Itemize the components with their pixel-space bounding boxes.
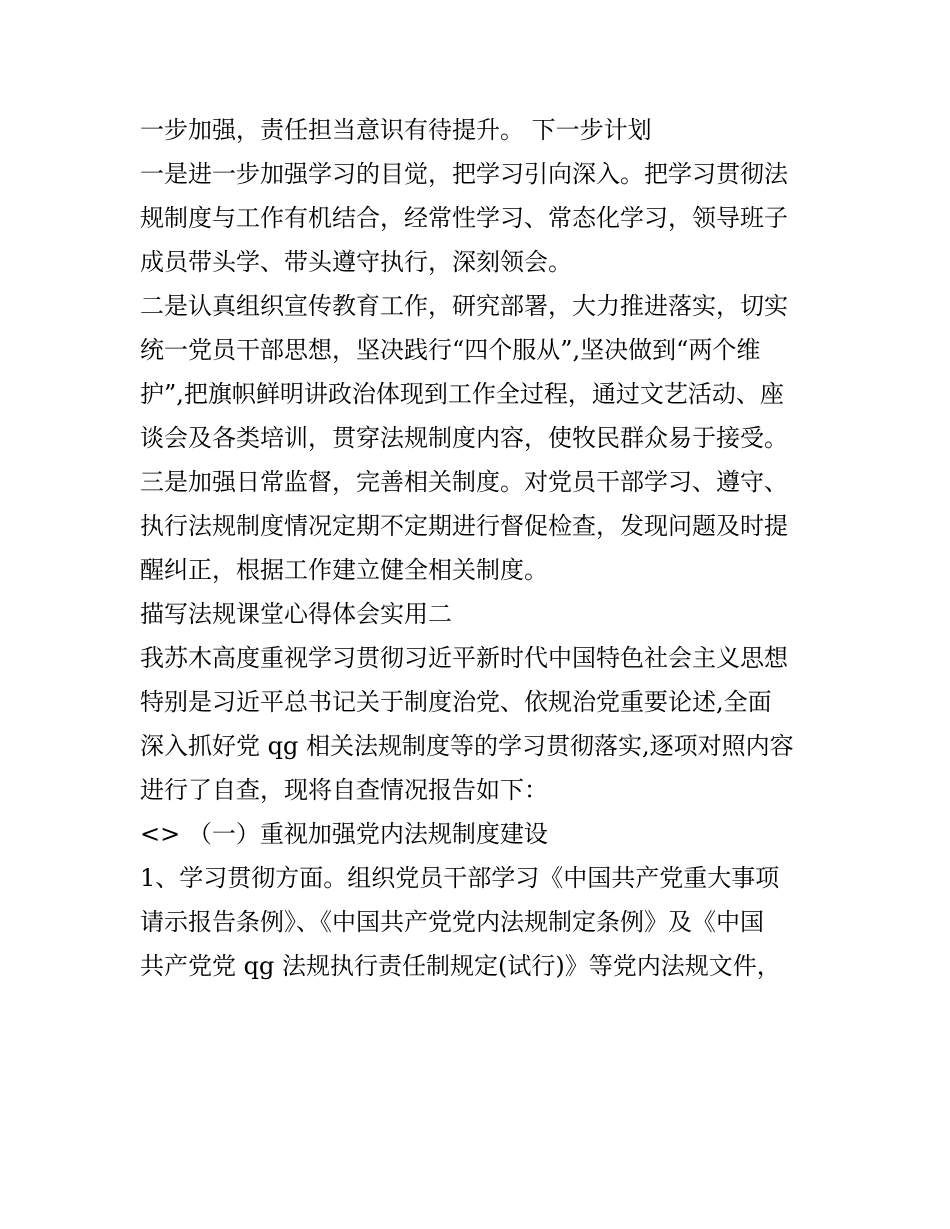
text-line: 进行了自查，现将自查情况报告如下：	[140, 776, 548, 804]
text-line: 统一党员干部思想，坚决践行“四个服从”,坚决做到“两个维	[140, 336, 761, 364]
text-line: 谈会及各类培训，贯穿法规制度内容，使牧民群众易于接受。	[140, 424, 788, 452]
document-body	[140, 108, 830, 988]
text-line: 1、学习贯彻方面。组织党员干部学习《中国共产党重大事项	[140, 864, 780, 892]
text-line: 护”,把旗帜鲜明讲政治体现到工作全过程，通过文艺活动、座	[140, 380, 784, 408]
text-line: 深入抓好党 qg 相关法规制度等的学习贯彻落实,逐项对照内容	[140, 732, 794, 760]
text-line: 请示报告条例》、《中国共产党党内法规制定条例》及《中国	[140, 908, 764, 936]
text-line: 成员带头学、带头遵守执行，深刻领会。	[140, 248, 572, 276]
subsection-heading: <> （一）重视加强党内法规制度建设	[140, 820, 548, 848]
text-line: 特别是习近平总书记关于制度治党、依规治党重要论述,全面	[140, 688, 772, 716]
text-line: 醒纠正，根据工作建立健全相关制度。	[140, 556, 548, 584]
text-line: 二是认真组织宣传教育工作，研究部署，大力推进落实，切实	[140, 292, 788, 320]
text-line: 我苏木高度重视学习贯彻习近平新时代中国特色社会主义思想	[140, 644, 788, 672]
text-line: 执行法规制度情况定期不定期进行督促检查，发现问题及时提	[140, 512, 788, 540]
text-line: 三是加强日常监督，完善相关制度。对党员干部学习、遵守、	[140, 468, 788, 496]
text-line: 规制度与工作有机结合，经常性学习、常态化学习，领导班子	[140, 204, 788, 232]
text-line: 共产党党 qg 法规执行责任制规定(试行)》等党内法规文件，	[140, 952, 781, 980]
text-line: 一步加强，责任担当意识有待提升。 下一步计划	[140, 116, 652, 144]
text-line: 一是进一步加强学习的目觉，把学习引向深入。把学习贯彻法	[140, 160, 788, 188]
section-title: 描写法规课堂心得体会实用二	[140, 600, 452, 628]
